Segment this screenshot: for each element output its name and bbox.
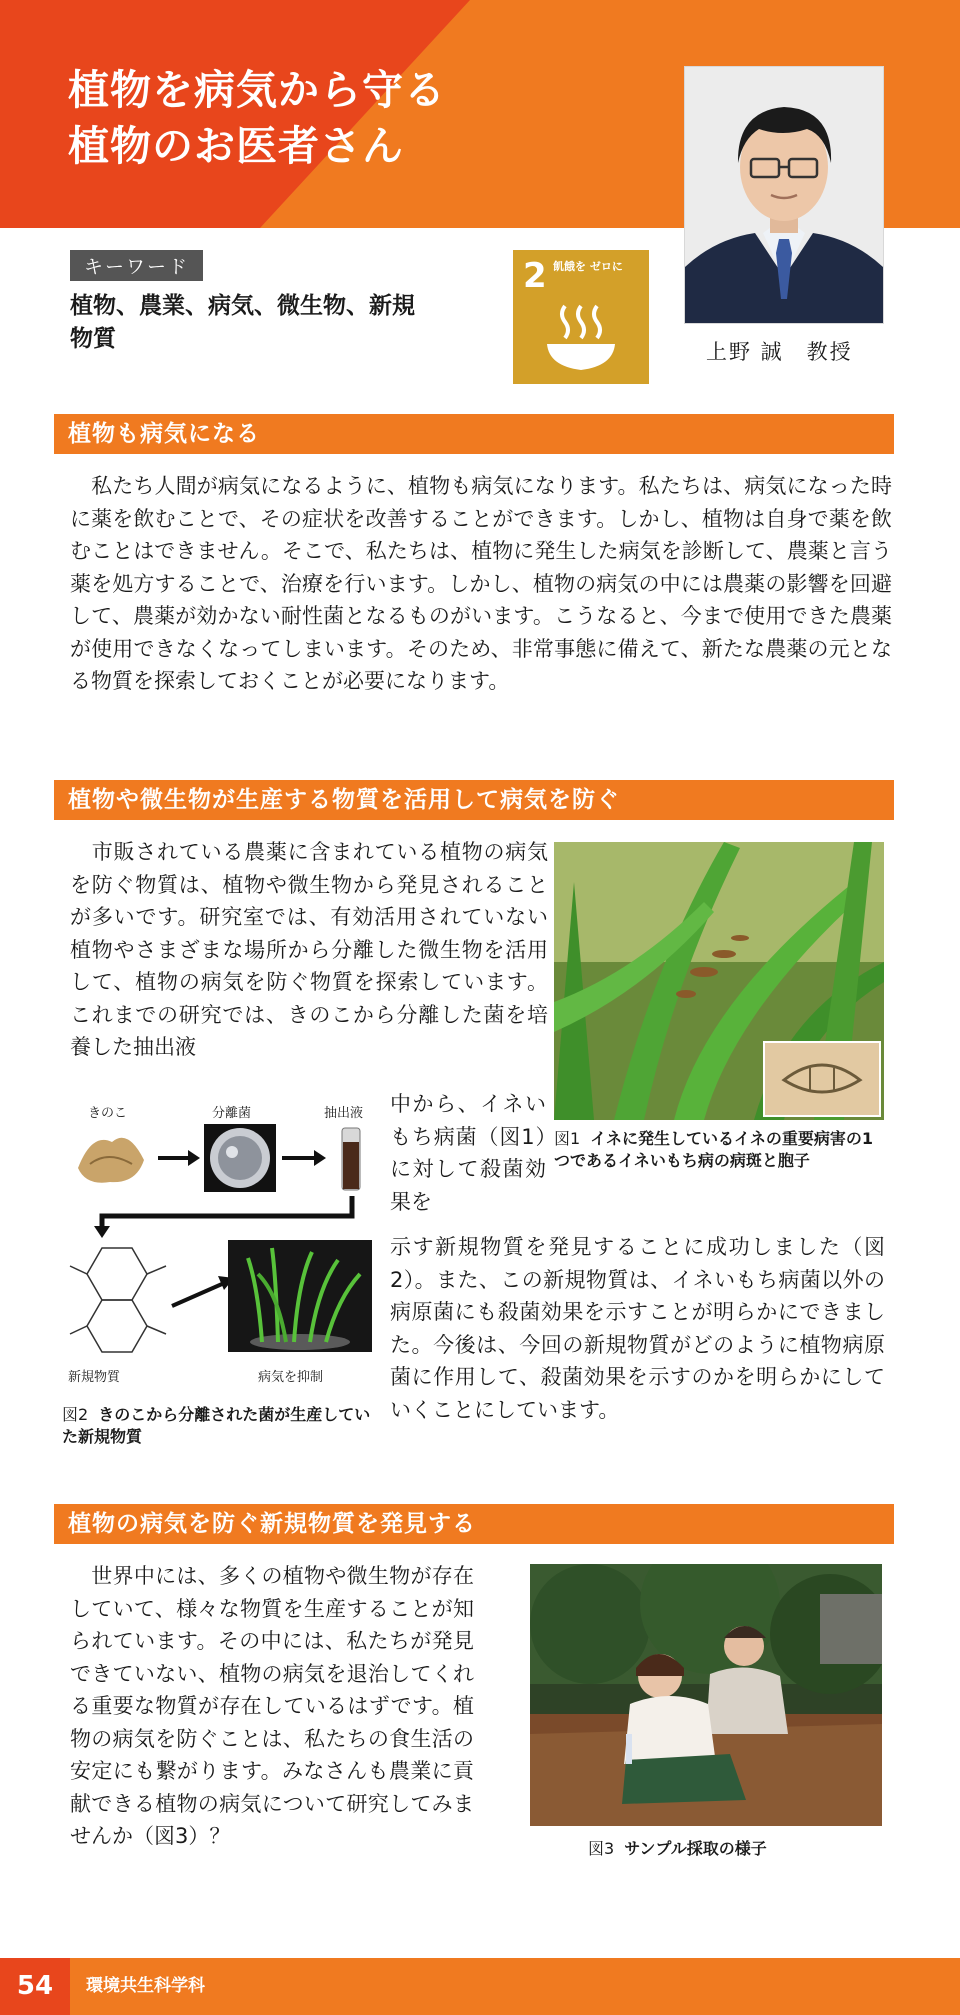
figure-3-label: 図3 (588, 1839, 615, 1858)
figure-1-label: 図1 (554, 1129, 581, 1148)
fig2-label-bunrikin: 分離菌 (212, 1106, 252, 1121)
fig2-label-kinoko: きのこ (88, 1106, 128, 1121)
bowl-icon (543, 302, 619, 376)
figure-3-caption-text: サンプル採取の様子 (624, 1839, 767, 1858)
keyword-list: 植物、農業、病気、微生物、新規物質 (70, 293, 415, 352)
fig2-label-chushutsueki: 抽出液 (324, 1106, 364, 1121)
section-2-body-top: 市販されている農薬に含まれている植物の病気を防ぐ物質は、植物や微生物から発見されることが多いです。研究室では、有効活用されていない植物やさまざまな場所から分離した微生物を活用して、植物の病気を防ぐ物質を探索しています。これまでの研究では、きのこから分離した菌を培養した抽出液 (70, 840, 548, 1059)
sdg-number: 2 (523, 256, 547, 296)
figure-1-caption (554, 1128, 886, 1172)
sdg-goal-badge (513, 250, 649, 384)
page-title (68, 62, 446, 174)
figure-1-caption-text: イネに発生しているイネの重要病害の1つであるイネいもち病の病斑と胞子 (554, 1129, 874, 1170)
fig2-label-shinki-busshitsu: 新規物質 (68, 1370, 121, 1385)
figure-2-label: 図2 (62, 1405, 89, 1424)
title-line-1: 植物を病気から守る (68, 66, 446, 114)
section-heading-1: 植物も病気になる (54, 414, 894, 454)
figure-2-caption (62, 1404, 382, 1448)
fig2-label-byoki-yokusei: 病気を抑制 (258, 1370, 324, 1385)
figure-2-diagram (62, 1098, 382, 1400)
section-heading-3: 植物の病気を防ぐ新規物質を発見する (54, 1504, 894, 1544)
keyword-label: キーワード (70, 250, 203, 281)
sdg-text: 飢餓を ゼロに (553, 260, 623, 273)
figure-1-rice-blast-photo (554, 842, 884, 1120)
section-2-body-middle: 中から、イネいもち病菌（図1）に対して殺菌効果を (390, 1092, 546, 1214)
section-3-body: 世界中には、多くの植物や微生物が存在していて、様々な物質を生産することが知られています。その中には、私たちが発見できていない、植物の病気を退治してくれる重要な物質が存在しているはずです。植物の病気を防ぐことは、私たちの食生活の安定にも繋がります。みなさんも農業に貢献できる植物の病気について研究してみませんか（図3）？ (70, 1564, 474, 1848)
section-heading-2: 植物や微生物が生産する物質を活用して病気を防ぐ (54, 780, 894, 820)
professor-name: 上野 誠 教授 (706, 340, 853, 364)
page-number: 54 (0, 1958, 70, 2015)
title-line-2: 植物のお医者さん (68, 122, 404, 170)
professor-photo (684, 66, 884, 324)
figure-2-caption-text: きのこから分離された菌が生産していた新規物質 (62, 1405, 371, 1446)
section-1-body: 私たち人間が病気になるように、植物も病気になります。私たちは、病気になった時に薬を飲むことで、その症状を改善することができます。しかし、植物は自身で薬を飲むことはできません。そこで、私たちは、植物に発生した病気を診断して、農薬と言う薬を処方することで、治療を行います。しかし、植物の病気の中には農薬の影響を回避して、農薬が効かない耐性菌となるものがいます。こうなると、今まで使用できた農薬が使用できなくなってしまいます。そのため、非常事態に備えて、新たな農薬の元となる物質を探索しておくことが必要になります。 (70, 474, 892, 693)
figure-3-caption (588, 1838, 888, 1860)
section-2-body-bottom: 示す新規物質を発見することに成功しました（図2）。また、この新規物質は、イネいもち病菌以外の病原菌にも殺菌効果を示すことが明らかにできました。今後は、今回の新規物質がどのように植物病原菌に作用して、殺菌効果を示すのかを明らかにしていくことにしています。 (390, 1235, 885, 1422)
footer-bar (0, 1958, 960, 2015)
figure-3-sampling-photo (530, 1564, 882, 1826)
department-name: 環境共生科学科 (86, 1976, 205, 1996)
